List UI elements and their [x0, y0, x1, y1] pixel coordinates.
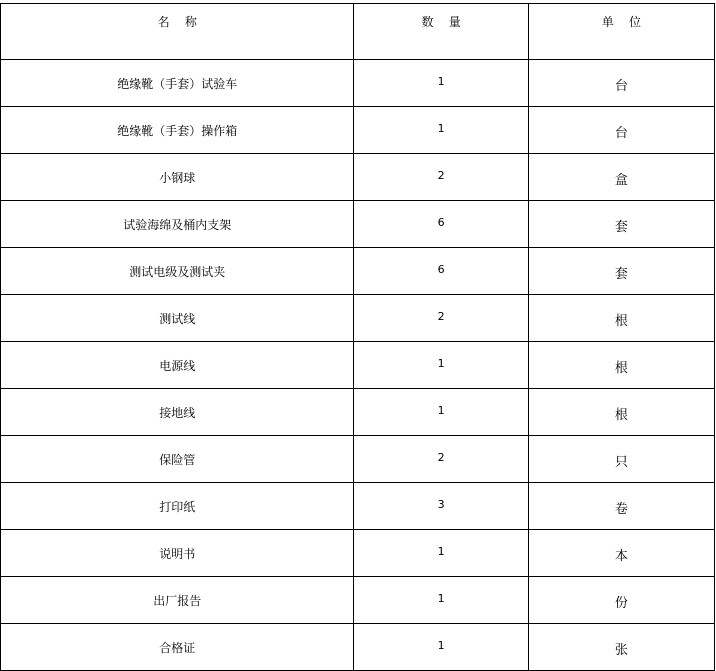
cell-unit: 根: [528, 295, 714, 342]
cell-quantity: 6: [354, 201, 528, 248]
table-row: [1, 342, 715, 389]
table-row: [1, 577, 715, 624]
cell-unit: 根: [528, 342, 714, 389]
table-row: [1, 295, 715, 342]
cell-quantity: 2: [354, 154, 528, 201]
cell-name: 保险管: [1, 436, 354, 483]
cell-unit: 份: [528, 577, 714, 624]
cell-name: 绝缘靴（手套）操作箱: [1, 107, 354, 154]
header-unit: [528, 4, 714, 60]
cell-name: 打印纸: [1, 483, 354, 530]
header-name: [1, 4, 354, 60]
cell-unit: 套: [528, 201, 714, 248]
cell-name: 接地线: [1, 389, 354, 436]
table-row: [1, 107, 715, 154]
header-quantity-label: 数 量: [421, 15, 461, 29]
cell-quantity: 1: [354, 389, 528, 436]
item-list-table: [0, 3, 715, 671]
cell-name: 说明书: [1, 530, 354, 577]
cell-quantity: 2: [354, 295, 528, 342]
cell-unit: 根: [528, 389, 714, 436]
cell-quantity: 1: [354, 577, 528, 624]
cell-name: 出厂报告: [1, 577, 354, 624]
cell-quantity: 1: [354, 624, 528, 671]
cell-name: 测试线: [1, 295, 354, 342]
cell-quantity: 3: [354, 483, 528, 530]
cell-unit: 卷: [528, 483, 714, 530]
table-row: [1, 60, 715, 107]
cell-name: 测试电级及测试夹: [1, 248, 354, 295]
table-row: [1, 248, 715, 295]
cell-unit: 张: [528, 624, 714, 671]
cell-name: 电源线: [1, 342, 354, 389]
cell-quantity: 1: [354, 530, 528, 577]
header-quantity: [354, 4, 528, 60]
cell-unit: 台: [528, 60, 714, 107]
cell-unit: 本: [528, 530, 714, 577]
header-unit-label: 单 位: [601, 15, 641, 29]
cell-quantity: 6: [354, 248, 528, 295]
cell-unit: 台: [528, 107, 714, 154]
table-row: [1, 389, 715, 436]
cell-unit: 套: [528, 248, 714, 295]
cell-name: 试验海绵及桶内支架: [1, 201, 354, 248]
table-row: [1, 436, 715, 483]
table-row: [1, 624, 715, 671]
table-row: [1, 201, 715, 248]
cell-quantity: 1: [354, 342, 528, 389]
table-row: [1, 154, 715, 201]
table-header-row: [1, 4, 715, 60]
table-row: [1, 483, 715, 530]
cell-name: 绝缘靴（手套）试验车: [1, 60, 354, 107]
cell-unit: 盒: [528, 154, 714, 201]
cell-name: 合格证: [1, 624, 354, 671]
cell-quantity: 1: [354, 107, 528, 154]
cell-quantity: 2: [354, 436, 528, 483]
cell-quantity: 1: [354, 60, 528, 107]
table-row: [1, 530, 715, 577]
cell-unit: 只: [528, 436, 714, 483]
header-name-label: 名 称: [157, 15, 197, 29]
cell-name: 小钢球: [1, 154, 354, 201]
